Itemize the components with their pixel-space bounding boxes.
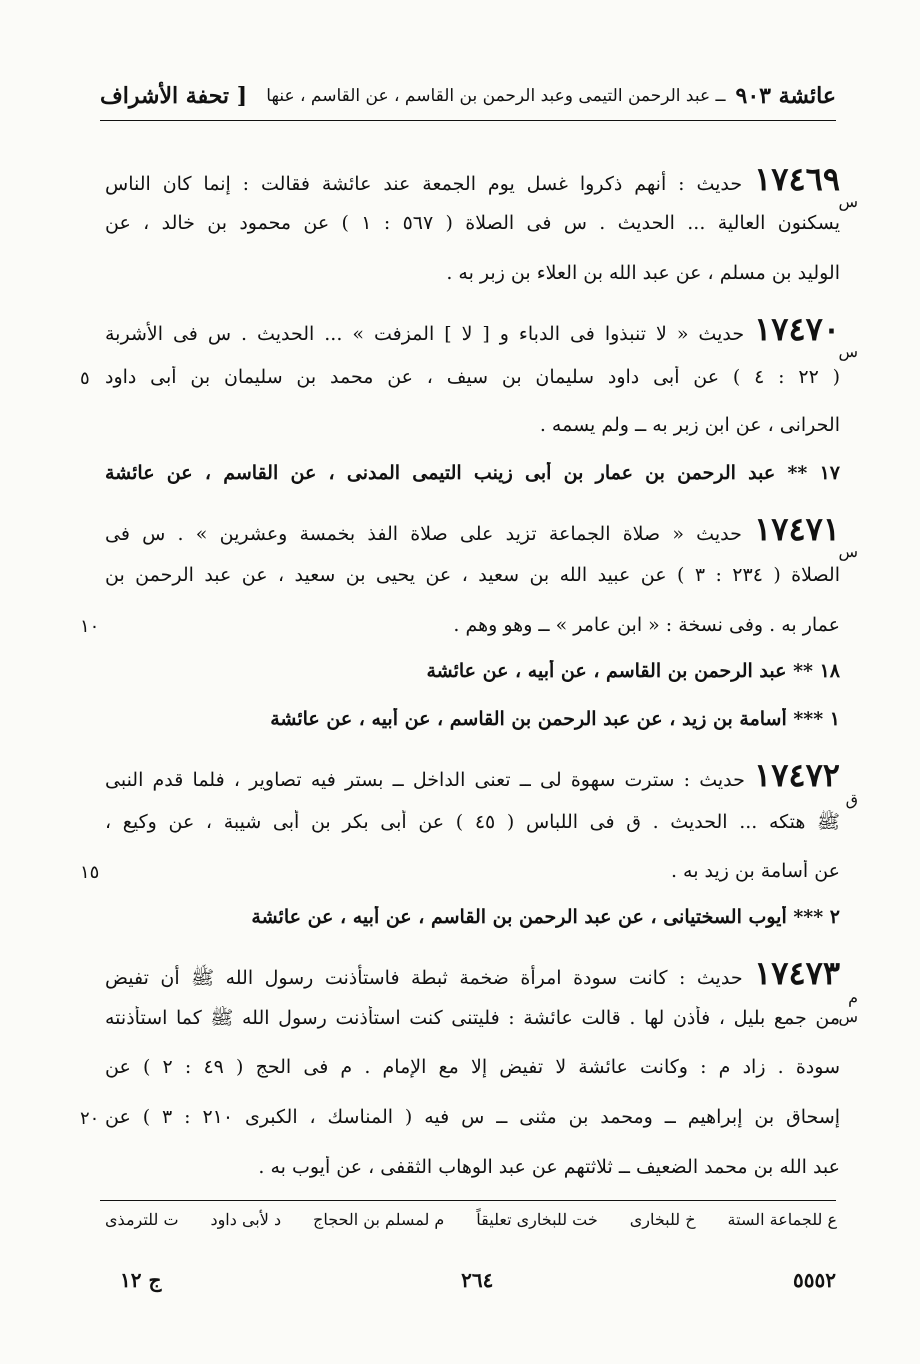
margin-symbol: س [838,542,858,561]
abbrev-item: م لمسلم بن الحجاج [313,1210,445,1229]
line-number: ٢٠ [80,1108,100,1129]
line-text: حديث : كانت سودة امرأة ضخمة ثبطة فاستأذنت رسول الله ﷺ أن تفيض [105,967,743,989]
text-line [105,310,840,348]
line-text: حديث : أنهم ذكروا غسل يوم الجمعة عند عائشة فقالت : إنما كان الناس [105,173,743,195]
text-line: عبد الله بن محمد الضعيف ــ ثلاثتهم عن عبد الوهاب الثقفى ، عن أيوب به . [258,1156,840,1178]
text-line: عن أسامة بن زيد به . [670,860,840,882]
running-header [100,76,836,116]
text-line: سودة . زاد م : وكانت عائشة لا تفيض إلا مع الإمام . م فى الحج ( ٤٩ : ٢ ) عن [105,1056,840,1078]
text-line: الحرانى ، عن ابن زبر به ــ ولم يسمه . [539,414,840,436]
abbrev-item: ع للجماعة الستة [727,1210,837,1229]
page-number: ٢٦٤ [461,1268,494,1292]
narrator-heading: ١٧ ** عبد الرحمن بن عمار بن أبى زينب التيمى المدنى ، عن القاسم ، عن عائشة [105,462,840,484]
hadith-number: ١٧٤٧٣ [754,954,840,992]
text-line [105,756,840,794]
margin-symbol: م س [838,988,858,1026]
abbrev-item: خ للبخارى [629,1210,696,1229]
text-line: ﷺ هتكه ... الحديث . ق فى اللباس ( ٤٥ ) عن أبى بكر بن أبى شيبة ، عن وكيع ، [105,811,840,833]
margin-symbol: س [838,342,858,361]
line-number: ١٠ [80,616,100,637]
page-footer [120,1268,836,1302]
text-line [105,160,840,198]
text-line: ( ٢٢ : ٤ ) عن أبى داود سليمان بن سيف ، عن محمد بن سليمان بن أبى داود [105,366,840,388]
abbrev-item: د لأبى داود [210,1210,282,1229]
text-line: إسحاق بن إبراهيم ــ ومحمد بن مثنى ــ س فيه ( المناسك ، الكبرى ٢١٠ : ٣ ) عن [105,1106,840,1128]
header-chapter: عائشة ٩٠٣ [735,83,836,109]
hadith-number: ١٧٤٧١ [754,510,840,548]
hadith-number: ١٧٤٧٢ [754,756,840,794]
line-number: ٥ [80,368,90,389]
text-line: الوليد بن مسلم ، عن عبد الله بن العلاء بن زبر به . [446,262,840,284]
line-text: حديث « صلاة الجماعة تزيد على صلاة الفذ بخمسة وعشرين » . س فى [105,523,742,545]
hadith-number: ١٧٤٧٠ [754,310,840,348]
abbrev-item: خت للبخارى تعليقاً [476,1210,598,1229]
text-line: من جمع بليل ، فأذن لها . قالت عائشة : فليتنى كنت استأذنت رسول الله ﷺ كما استأذنته [105,1007,840,1029]
text-line: الصلاة ( ٢٣٤ : ٣ ) عن عبيد الله بن سعيد ، عن يحيى بن سعيد ، عن عبد الرحمن بن [105,564,840,586]
line-text: حديث : سترت سهوة لى ــ تعنى الداخل ــ بستر فيه تصاوير ، فلما قدم النبى [105,769,745,791]
narrator-subheading: ٢ *** أيوب السختيانى ، عن عبد الرحمن بن القاسم ، عن أبيه ، عن عائشة [251,906,840,928]
text-line: يسكنون العالية ... الحديث . س فى الصلاة ( ٥٦٧ : ١ ) عن محمود بن خالد ، عن [105,212,840,234]
text-line [105,510,840,548]
page-code: ٥٥٥٢ [793,1268,836,1292]
margin-symbol: ق [845,790,858,809]
text-line: عمار به . وفى نسخة : « ابن عامر » ــ وهو وهم . [453,614,840,636]
header-subtitle: ــ عبد الرحمن التيمى وعبد الرحمن بن القاسم ، عن القاسم ، عنها [266,86,726,106]
margin-symbol: س [838,192,858,211]
narrator-heading: ١٨ ** عبد الرحمن بن القاسم ، عن أبيه ، عن عائشة [426,660,840,682]
text-line [105,954,840,994]
line-number: ١٥ [80,862,100,883]
line-text: حديث « لا تنبذوا فى الدباء و [ لا ] المزفت » ... الحديث . س فى الأشربة [105,323,745,345]
header-rule [100,120,836,121]
abbrev-item: ت للترمذى [105,1210,179,1229]
header-book-title: [ تحفة الأشراف [100,83,248,109]
hadith-number: ١٧٤٦٩ [754,160,840,198]
footer-rule [100,1200,836,1201]
volume-number: ج ١٢ [120,1268,162,1292]
abbreviation-key [105,1210,837,1240]
narrator-subheading: ١ *** أسامة بن زيد ، عن عبد الرحمن بن القاسم ، عن أبيه ، عن عائشة [270,708,840,730]
